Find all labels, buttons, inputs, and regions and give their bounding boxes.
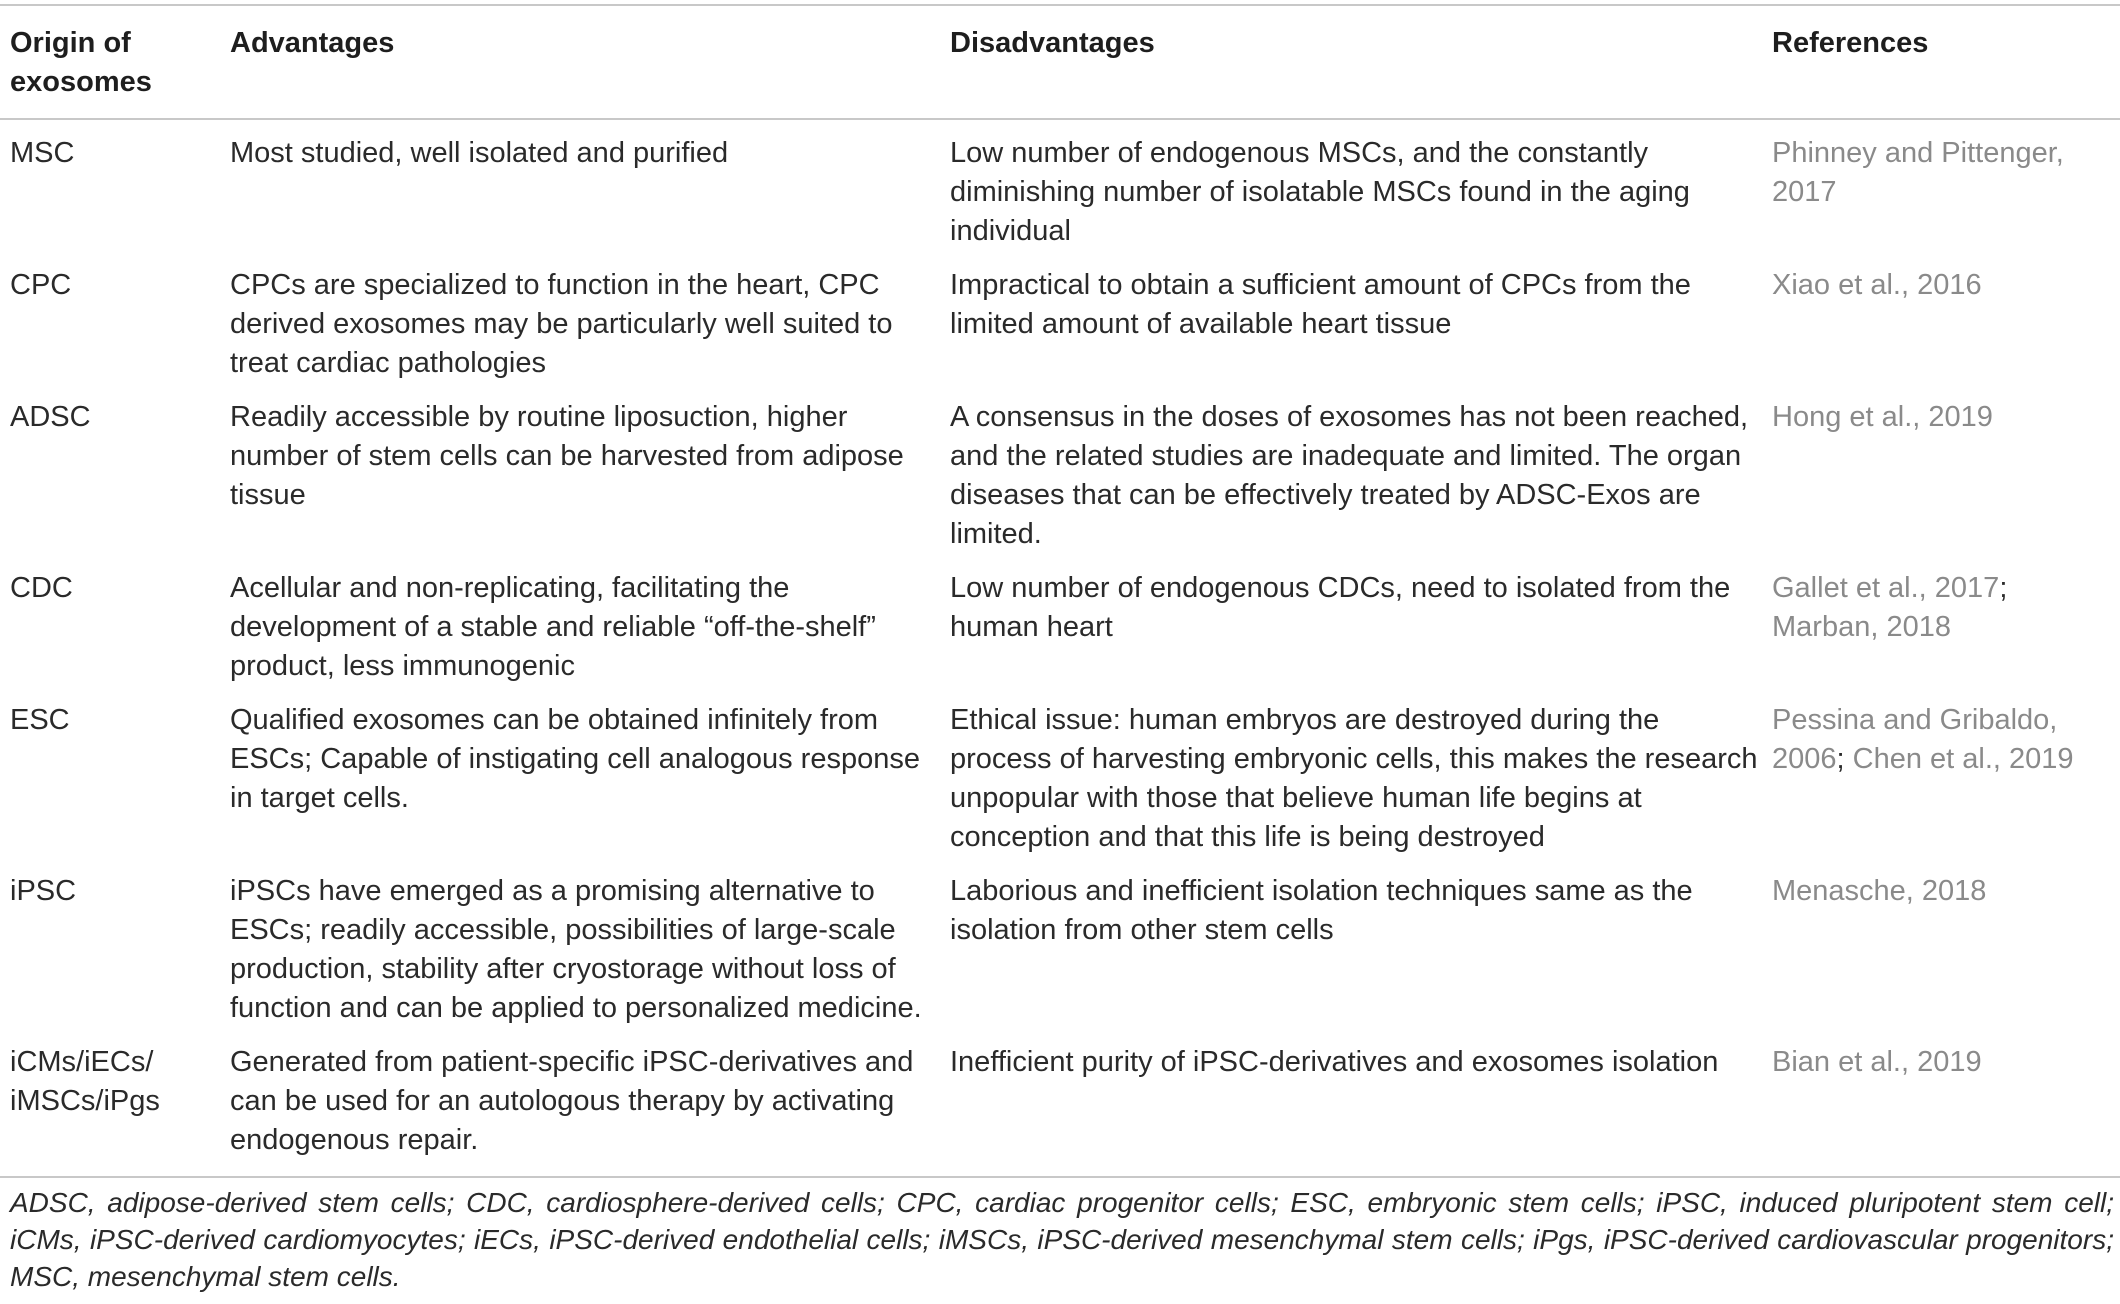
reference-link[interactable]: Hong et al., 2019	[1772, 401, 1993, 433]
cell-advantages: Qualified exosomes can be obtained infinitely from ESCs; Capable of instigating cell analogous response in target cells.	[230, 704, 920, 814]
reference-link[interactable]: Phinney and Pittenger, 2017	[1772, 137, 2064, 208]
cell-origin: ESC	[10, 704, 70, 736]
cell-disadvantages: Impractical to obtain a sufficient amount of CPCs from the limited amount of available heart tissue	[950, 269, 1691, 340]
cell-origin: CDC	[10, 572, 73, 604]
table-row	[0, 1036, 2120, 1177]
cell-disadvantages: Ethical issue: human embryos are destroyed during the process of harvesting embryonic cells, this makes the research unpopular with those that believe human life begins at conception and that this life is being destroyed	[950, 704, 1758, 853]
cell-disadvantages: Laborious and inefficient isolation techniques same as the isolation from other stem cells	[950, 875, 1693, 946]
table-body	[0, 119, 2120, 1177]
cell-advantages: Acellular and non-replicating, facilitating the development of a stable and reliable “off-the-shelf” product, less immunogenic	[230, 572, 876, 682]
cell-origin: iPSC	[10, 875, 77, 907]
table-row	[0, 694, 2120, 865]
cell-disadvantages: Inefficient purity of iPSC-derivatives and exosomes isolation	[950, 1046, 1719, 1078]
reference-link[interactable]: Chen et al., 2019	[1852, 743, 2074, 775]
table-footnote: ADSC, adipose-derived stem cells; CDC, cardiosphere-derived cells; CPC, cardiac progenitor cells; ESC, embryonic stem cells; iPSC, induced pluripotent stem cell; iCMs, iPSC-derived cardiomyocytes; iECs, iPSC-derived endothelial cells; iMSCs, iPSC-derived mesenchymal stem cells; iPgs, iPSC-derived cardiovascular progenitors; MSC, mesenchymal stem cells.	[10, 1187, 2114, 1292]
cell-advantages: Most studied, well isolated and purified	[230, 137, 729, 169]
table-row	[0, 562, 2120, 694]
header-advantages: Advantages	[230, 27, 395, 59]
exosome-comparison-table	[0, 4, 2120, 1178]
cell-references	[1770, 391, 2120, 562]
header-disadvantages: Disadvantages	[950, 27, 1155, 59]
cell-references: Pessina and Gribaldo, 2006; Chen et al., 2019	[1772, 704, 2074, 775]
cell-references	[1770, 119, 2120, 259]
table-row	[0, 119, 2120, 259]
header-row	[0, 5, 2120, 119]
cell-disadvantages: A consensus in the doses of exosomes has not been reached, and the related studies are inadequate and limited. The organ diseases that can be effectively treated by ADSC-Exos are limited.	[950, 401, 1749, 550]
reference-link[interactable]: Xiao et al., 2016	[1772, 269, 1982, 301]
cell-origin: CPC	[10, 269, 72, 301]
cell-origin: MSC	[10, 137, 75, 169]
cell-origin: ADSC	[10, 401, 91, 433]
cell-references	[1770, 1036, 2120, 1177]
header-references: References	[1772, 27, 1929, 59]
table-row	[0, 259, 2120, 391]
header-origin: Origin of exosomes	[10, 27, 152, 98]
cell-disadvantages: Low number of endogenous MSCs, and the constantly diminishing number of isolatable MSCs found in the aging individual	[950, 137, 1690, 247]
reference-link[interactable]: Gallet et al., 2017	[1772, 572, 2000, 604]
cell-advantages: CPCs are specialized to function in the heart, CPC derived exosomes may be particularly well suited to treat cardiac pathologies	[230, 269, 893, 379]
table-header	[0, 5, 2120, 119]
table-row	[0, 865, 2120, 1036]
cell-references	[1770, 259, 2120, 391]
cell-origin: iCMs/iECs/ iMSCs/iPgs	[10, 1046, 160, 1117]
cell-disadvantages: Low number of endogenous CDCs, need to isolated from the human heart	[950, 572, 1731, 643]
table-row	[0, 391, 2120, 562]
cell-advantages: iPSCs have emerged as a promising alternative to ESCs; readily accessible, possibilities of large-scale production, stability after cryostorage without loss of function and can be applied to personalized medicine.	[230, 875, 922, 1024]
reference-link[interactable]: Pessina and Gribaldo, 2006	[1772, 704, 2058, 775]
cell-references: Gallet et al., 2017; Marban, 2018	[1772, 572, 2008, 643]
cell-references	[1770, 865, 2120, 1036]
cell-advantages: Readily accessible by routine liposuction, higher number of stem cells can be harvested from adipose tissue	[230, 401, 904, 511]
reference-link[interactable]: Menasche, 2018	[1772, 875, 1987, 907]
reference-link[interactable]: Marban, 2018	[1772, 611, 1951, 643]
cell-advantages: Generated from patient-specific iPSC-derivatives and can be used for an autologous therapy by activating endogenous repair.	[230, 1046, 914, 1156]
reference-link[interactable]: Bian et al., 2019	[1772, 1046, 1982, 1078]
